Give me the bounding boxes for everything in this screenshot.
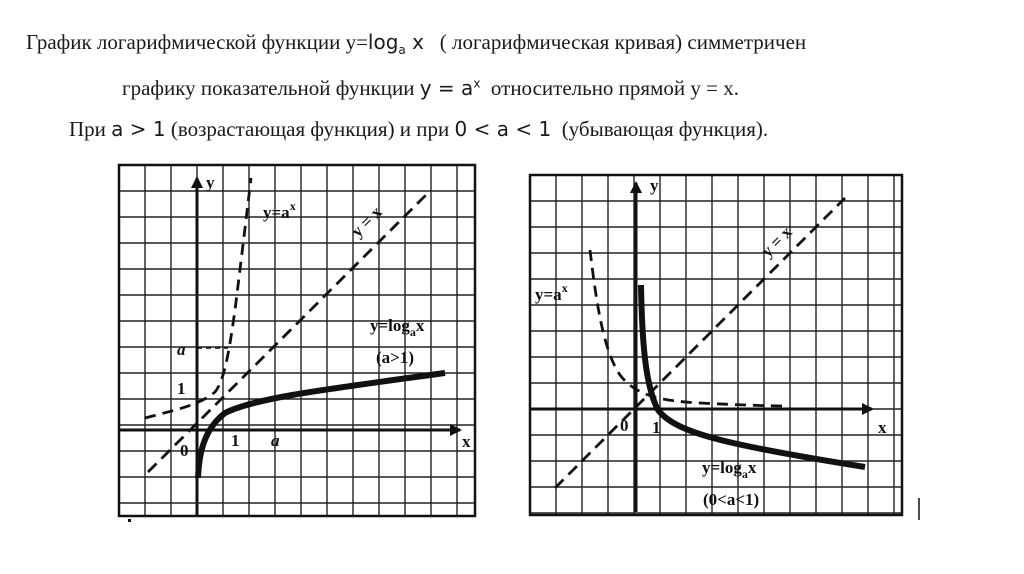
- label-log-right: $y=\log_ax$: [702, 458, 757, 481]
- heading-text-1a: График логарифмической функции y=: [26, 30, 368, 54]
- label-yx-right: y = x: [757, 222, 796, 261]
- heading-text-3b: (возрастающая функция) и при: [170, 117, 455, 141]
- label-cond-right: (0<a<1): [703, 490, 760, 509]
- heading-text-3a: При: [69, 117, 112, 141]
- label-one-x-left: 1: [231, 431, 240, 450]
- heading-text-2b: относительно прямой y = x.: [490, 76, 739, 100]
- label-x-right: x: [878, 418, 887, 437]
- graph-right: [530, 175, 902, 515]
- curve-log-right: [641, 285, 865, 467]
- label-a-x-left: a: [271, 431, 280, 450]
- label-cond-left: (a>1): [376, 348, 415, 367]
- graph-left: [119, 165, 475, 516]
- log-base: a: [398, 43, 406, 57]
- scan-dot: [128, 519, 131, 522]
- label-origin-left: 0: [180, 441, 189, 460]
- label-y-right: y: [650, 176, 659, 195]
- condition-decreasing: 0 < a < 1: [454, 117, 552, 141]
- line-y-equals-x-right: [555, 198, 845, 488]
- heading-text-3c: (убывающая функция).: [561, 117, 769, 141]
- condition-increasing: a > 1: [111, 117, 166, 141]
- label-log-left: $y=\log_ax$: [370, 316, 425, 339]
- label-y-left: y: [206, 173, 215, 192]
- exp-formula-base: y = a: [419, 76, 474, 100]
- label-yx-left: y = x: [347, 202, 386, 241]
- label-a-y-left: a: [177, 340, 186, 359]
- label-one-x-right: 1: [652, 418, 661, 437]
- heading-text-2a: графику показательной функции: [122, 76, 420, 100]
- log-arg: x: [405, 30, 424, 54]
- log-word: log: [367, 30, 399, 54]
- label-origin-right: 0: [620, 416, 629, 435]
- label-exp-left: $y=a^x$: [263, 199, 296, 222]
- heading-text-1c: ( логарифмическая кривая) симметричен: [439, 30, 807, 54]
- label-x-left: x: [462, 432, 471, 451]
- exp-formula-power: x: [473, 76, 481, 91]
- grid-left: [119, 165, 475, 516]
- label-exp-right: $y=a^x$: [535, 281, 568, 304]
- label-one-y-left: 1: [177, 379, 186, 398]
